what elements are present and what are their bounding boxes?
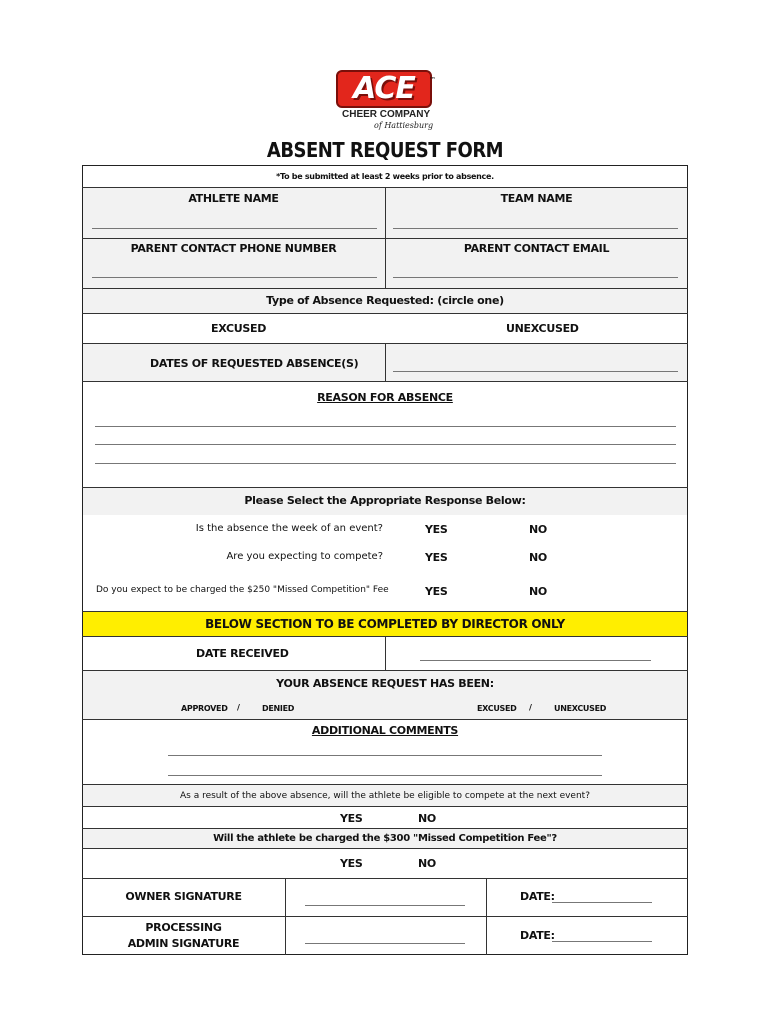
eligible-yes[interactable]: YES — [340, 812, 363, 825]
question-yes[interactable]: YES — [425, 523, 448, 536]
status-separator: / — [237, 703, 240, 712]
comments-line[interactable] — [168, 755, 602, 756]
divider — [82, 828, 688, 829]
question-no[interactable]: NO — [529, 585, 547, 598]
excused-option[interactable]: EXCUSED — [211, 322, 267, 335]
eligibility-question: As a result of the above absence, will the athlete be eligible to compete at the next event? — [180, 791, 590, 801]
unexcused-option[interactable]: UNEXCUSED — [506, 322, 579, 335]
athlete-name-field[interactable] — [92, 228, 377, 229]
date-received-label: DATE RECEIVED — [196, 647, 289, 660]
date-received-field[interactable] — [420, 660, 651, 661]
status-separator: / — [529, 703, 532, 712]
parent-email-label: PARENT CONTACT EMAIL — [463, 242, 610, 255]
team-name-field[interactable] — [393, 228, 678, 229]
divider — [82, 878, 688, 879]
column-divider — [385, 636, 386, 670]
column-divider — [385, 343, 386, 381]
reason-line[interactable] — [95, 463, 676, 464]
parent-email-field[interactable] — [393, 277, 678, 278]
reason-line[interactable] — [95, 426, 676, 427]
unexcused-status-option[interactable]: UNEXCUSED — [554, 704, 607, 713]
comments-heading: ADDITIONAL COMMENTS — [311, 724, 459, 737]
question-no[interactable]: NO — [529, 523, 547, 536]
eligible-no[interactable]: NO — [418, 812, 436, 825]
divider — [82, 916, 688, 917]
divider — [82, 670, 688, 671]
owner-date-field[interactable] — [552, 902, 652, 903]
parent-phone-field[interactable] — [92, 277, 377, 278]
parent-phone-label: PARENT CONTACT PHONE NUMBER — [130, 242, 337, 255]
team-name-label: TEAM NAME — [500, 192, 573, 205]
charged-yes[interactable]: YES — [340, 857, 363, 870]
divider — [82, 784, 688, 785]
comments-line[interactable] — [168, 775, 602, 776]
reason-line[interactable] — [95, 444, 676, 445]
divider — [82, 381, 688, 382]
divider — [82, 288, 688, 289]
admin-signature-label-line1: PROCESSING — [145, 921, 222, 934]
athlete-name-label: ATHLETE NAME — [188, 192, 279, 205]
absence-type-heading: Type of Absence Requested: (circle one) — [266, 294, 504, 307]
status-heading: YOUR ABSENCE REQUEST HAS BEEN: — [276, 677, 494, 690]
approved-option[interactable]: APPROVED — [181, 704, 228, 713]
question-no[interactable]: NO — [529, 551, 547, 564]
admin-signature-field[interactable] — [305, 943, 465, 944]
question-text: Is the absence the week of an event? — [195, 523, 383, 534]
admin-date-field[interactable] — [552, 941, 652, 942]
responses-heading: Please Select the Appropriate Response Below: — [244, 494, 526, 507]
dates-field[interactable] — [393, 371, 678, 372]
admin-date-label: DATE: — [520, 929, 555, 942]
divider — [82, 806, 688, 807]
question-yes[interactable]: YES — [425, 551, 448, 564]
divider — [82, 611, 688, 612]
owner-signature-label: OWNER SIGNATURE — [125, 890, 242, 903]
question-text: Are you expecting to compete? — [226, 551, 383, 562]
question-text: Do you expect to be charged the $250 "Missed Competition" Fee — [96, 585, 389, 595]
divider — [82, 487, 688, 488]
question-yes[interactable]: YES — [425, 585, 448, 598]
admin-signature-label-line2: ADMIN SIGNATURE — [127, 937, 240, 950]
charge-question: Will the athlete be charged the $300 "Missed Competition Fee"? — [213, 833, 557, 844]
excused-status-option[interactable]: EXCUSED — [477, 704, 517, 713]
charged-no[interactable]: NO — [418, 857, 436, 870]
owner-signature-field[interactable] — [305, 905, 465, 906]
owner-date-label: DATE: — [520, 890, 555, 903]
trademark-symbol: ™ — [429, 76, 436, 84]
form-title: ABSENT REQUEST FORM — [266, 138, 504, 162]
divider — [82, 719, 688, 720]
director-heading: BELOW SECTION TO BE COMPLETED BY DIRECTOR ONLY — [205, 617, 565, 631]
logo-location: of Hattiesburg — [374, 121, 434, 130]
ace-cheer-logo — [336, 70, 436, 130]
divider — [82, 848, 688, 849]
dates-label: DATES OF REQUESTED ABSENCE(S) — [150, 357, 359, 370]
submission-note: *To be submitted at least 2 weeks prior to absence. — [276, 172, 494, 181]
denied-option[interactable]: DENIED — [262, 704, 295, 713]
reason-heading: REASON FOR ABSENCE — [317, 391, 453, 404]
logo-wordmark: ACE — [336, 70, 432, 108]
column-divider — [285, 878, 286, 955]
logo-company-name: CHEER COMPANY — [342, 109, 431, 120]
divider — [82, 313, 688, 314]
column-divider — [486, 878, 487, 955]
